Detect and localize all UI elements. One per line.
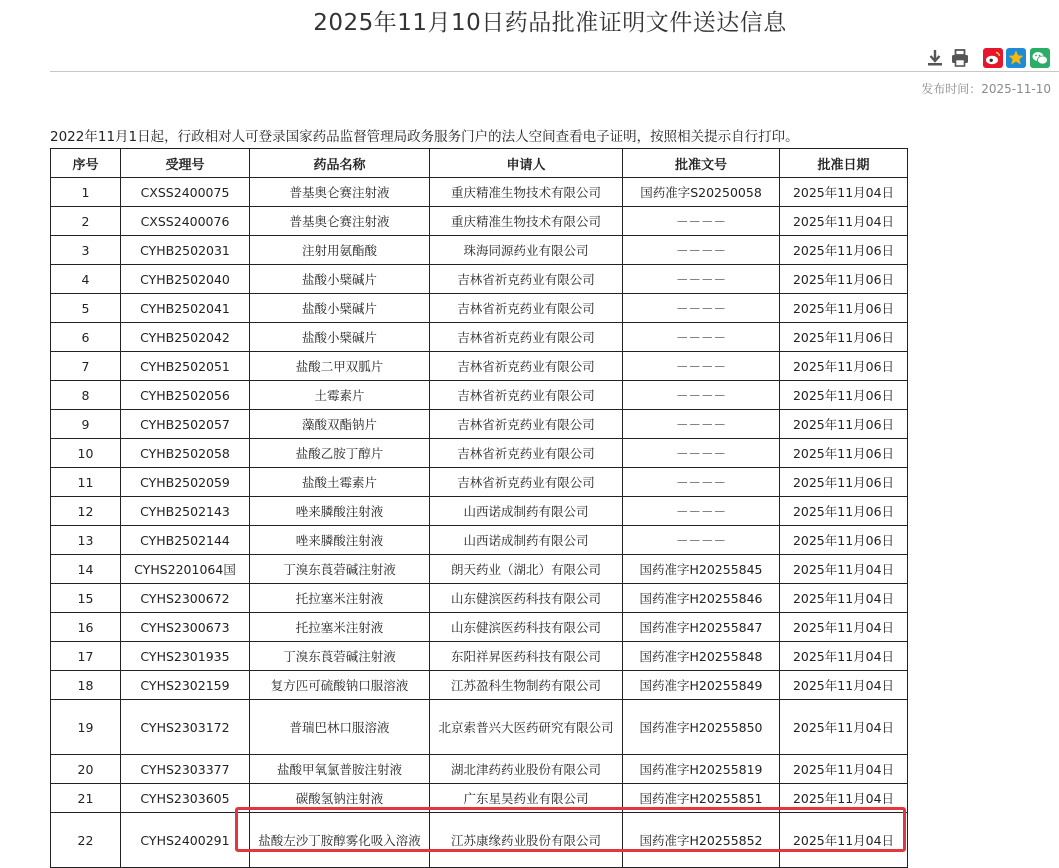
table-row — [51, 497, 908, 526]
qzone-share-icon[interactable] — [1006, 48, 1026, 68]
cell-approval-no: 国药准字H20255846 — [623, 584, 780, 613]
cell-approval-date: 2025年11月04日 — [780, 584, 908, 613]
cell-acceptance-no: CYHS2301935 — [121, 642, 250, 671]
cell-applicant: 吉林省祈克药业有限公司 — [430, 439, 623, 468]
table-row — [51, 526, 908, 555]
table-row — [51, 555, 908, 584]
cell-acceptance-no: CYHB2502042 — [121, 323, 250, 352]
cell-index: 7 — [51, 352, 121, 381]
cell-applicant: 山西诺成制药有限公司 — [430, 526, 623, 555]
table-row — [51, 410, 908, 439]
cell-acceptance-no: CXSS2400076 — [121, 207, 250, 236]
cell-applicant: 吉林省祈克药业有限公司 — [430, 265, 623, 294]
cell-acceptance-no: CYHB2502058 — [121, 439, 250, 468]
cell-approval-no: 国药准字H20255849 — [623, 671, 780, 700]
cell-applicant: 吉林省祈克药业有限公司 — [430, 468, 623, 497]
header-index: 序号 — [51, 149, 121, 178]
cell-approval-date: 2025年11月04日 — [780, 207, 908, 236]
cell-drug-name: 盐酸乙胺丁醇片 — [250, 439, 430, 468]
cell-applicant: 山西诺成制药有限公司 — [430, 497, 623, 526]
cell-index: 18 — [51, 671, 121, 700]
table-row — [51, 265, 908, 294]
cell-applicant: 山东健滨医药科技有限公司 — [430, 613, 623, 642]
publish-time — [921, 80, 1051, 97]
cell-acceptance-no: CYHB2502051 — [121, 352, 250, 381]
cell-index: 15 — [51, 584, 121, 613]
cell-drug-name: 丁溴东莨菪碱注射液 — [250, 555, 430, 584]
cell-approval-date: 2025年11月06日 — [780, 265, 908, 294]
cell-drug-name: 丁溴东莨菪碱注射液 — [250, 642, 430, 671]
cell-approval-no: 国药准字H20255847 — [623, 613, 780, 642]
cell-approval-no: －－－－ — [623, 323, 780, 352]
cell-approval-date: 2025年11月06日 — [780, 381, 908, 410]
cell-index: 9 — [51, 410, 121, 439]
cell-approval-no: －－－－ — [623, 294, 780, 323]
cell-index: 6 — [51, 323, 121, 352]
table-row — [51, 323, 908, 352]
notice-text: 2022年11月1日起，行政相对人可登录国家药品监督管理局政务服务门户的法人空间查看电子证明，按照相关提示自行打印。 — [50, 129, 799, 145]
cell-applicant: 珠海同源药业有限公司 — [430, 236, 623, 265]
cell-acceptance-no: CYHS2300672 — [121, 584, 250, 613]
cell-acceptance-no: CYHB2502143 — [121, 497, 250, 526]
cell-index: 21 — [51, 784, 121, 813]
cell-index: 17 — [51, 642, 121, 671]
header-acceptance-no: 受理号 — [121, 149, 250, 178]
cell-index: 4 — [51, 265, 121, 294]
table-row — [51, 813, 908, 868]
cell-index: 5 — [51, 294, 121, 323]
page-title: 2025年11月10日药品批准证明文件送达信息 — [313, 10, 787, 36]
cell-approval-no: －－－－ — [623, 352, 780, 381]
cell-applicant: 吉林省祈克药业有限公司 — [430, 381, 623, 410]
cell-acceptance-no: CYHB2502144 — [121, 526, 250, 555]
cell-approval-date: 2025年11月06日 — [780, 236, 908, 265]
cell-approval-date: 2025年11月06日 — [780, 497, 908, 526]
cell-index: 20 — [51, 755, 121, 784]
cell-acceptance-no: CYHS2302159 — [121, 671, 250, 700]
cell-index: 8 — [51, 381, 121, 410]
cell-drug-name: 盐酸小檗碱片 — [250, 294, 430, 323]
cell-approval-date: 2025年11月04日 — [780, 178, 908, 207]
table-header-row — [51, 149, 908, 178]
download-icon[interactable] — [925, 48, 945, 68]
cell-applicant: 朗天药业（湖北）有限公司 — [430, 555, 623, 584]
cell-applicant: 重庆精准生物技术有限公司 — [430, 178, 623, 207]
cell-index: 22 — [51, 813, 121, 868]
cell-index: 19 — [51, 700, 121, 755]
cell-drug-name: 土霉素片 — [250, 381, 430, 410]
cell-index: 3 — [51, 236, 121, 265]
cell-approval-no: 国药准字H20255850 — [623, 700, 780, 755]
cell-drug-name: 托拉塞米注射液 — [250, 613, 430, 642]
cell-index: 12 — [51, 497, 121, 526]
table-row — [51, 671, 908, 700]
cell-acceptance-no: CYHB2502057 — [121, 410, 250, 439]
table-body — [51, 178, 908, 868]
cell-approval-date: 2025年11月06日 — [780, 439, 908, 468]
table-row — [51, 294, 908, 323]
cell-approval-date: 2025年11月04日 — [780, 700, 908, 755]
wechat-share-icon[interactable] — [1030, 48, 1050, 68]
cell-approval-no: －－－－ — [623, 526, 780, 555]
cell-approval-no: －－－－ — [623, 381, 780, 410]
publish-time-value: 2025-11-10 — [981, 82, 1051, 96]
cell-index: 2 — [51, 207, 121, 236]
header-drug-name: 药品名称 — [250, 149, 430, 178]
print-icon[interactable] — [950, 48, 970, 68]
table-row — [51, 352, 908, 381]
cell-approval-date: 2025年11月06日 — [780, 468, 908, 497]
cell-acceptance-no: CYHB2502040 — [121, 265, 250, 294]
cell-approval-no: 国药准字H20255845 — [623, 555, 780, 584]
cell-applicant: 东阳祥昇医药科技有限公司 — [430, 642, 623, 671]
cell-drug-name: 普基奥仑赛注射液 — [250, 178, 430, 207]
cell-approval-date: 2025年11月06日 — [780, 294, 908, 323]
cell-acceptance-no: CYHS2400291 — [121, 813, 250, 868]
cell-acceptance-no: CYHS2300673 — [121, 613, 250, 642]
cell-approval-no: －－－－ — [623, 207, 780, 236]
cell-applicant: 广东星昊药业有限公司 — [430, 784, 623, 813]
header-applicant: 申请人 — [430, 149, 623, 178]
cell-applicant: 北京索普兴大医药研究有限公司 — [430, 700, 623, 755]
cell-drug-name: 盐酸左沙丁胺醇雾化吸入溶液 — [250, 813, 430, 868]
table-row — [51, 584, 908, 613]
cell-approval-date: 2025年11月04日 — [780, 813, 908, 868]
table-row — [51, 207, 908, 236]
cell-drug-name: 盐酸小檗碱片 — [250, 323, 430, 352]
cell-applicant: 江苏康缘药业股份有限公司 — [430, 813, 623, 868]
table-row — [51, 642, 908, 671]
cell-drug-name: 碳酸氢钠注射液 — [250, 784, 430, 813]
title-divider — [50, 71, 1059, 72]
cell-applicant: 吉林省祈克药业有限公司 — [430, 352, 623, 381]
cell-index: 13 — [51, 526, 121, 555]
cell-approval-no: 国药准字H20255848 — [623, 642, 780, 671]
table-row — [51, 755, 908, 784]
table-row — [51, 236, 908, 265]
cell-acceptance-no: CYHB2502059 — [121, 468, 250, 497]
cell-drug-name: 盐酸土霉素片 — [250, 468, 430, 497]
cell-acceptance-no: CYHS2303377 — [121, 755, 250, 784]
cell-approval-date: 2025年11月04日 — [780, 671, 908, 700]
cell-approval-no: －－－－ — [623, 265, 780, 294]
cell-applicant: 湖北津药药业股份有限公司 — [430, 755, 623, 784]
cell-drug-name: 盐酸二甲双胍片 — [250, 352, 430, 381]
cell-approval-date: 2025年11月04日 — [780, 784, 908, 813]
cell-acceptance-no: CYHB2502056 — [121, 381, 250, 410]
table-row — [51, 700, 908, 755]
cell-approval-no: －－－－ — [623, 236, 780, 265]
approval-table — [50, 148, 908, 868]
cell-applicant: 吉林省祈克药业有限公司 — [430, 323, 623, 352]
cell-approval-date: 2025年11月06日 — [780, 323, 908, 352]
cell-acceptance-no: CYHB2502031 — [121, 236, 250, 265]
cell-acceptance-no: CYHS2303172 — [121, 700, 250, 755]
table-row — [51, 178, 908, 207]
publish-time-label: 发布时间： — [921, 82, 982, 96]
cell-approval-date: 2025年11月04日 — [780, 555, 908, 584]
cell-applicant: 江苏盈科生物制药有限公司 — [430, 671, 623, 700]
cell-approval-no: 国药准字S20250058 — [623, 178, 780, 207]
cell-drug-name: 注射用氨酯酸 — [250, 236, 430, 265]
cell-approval-no: －－－－ — [623, 468, 780, 497]
cell-approval-date: 2025年11月06日 — [780, 526, 908, 555]
cell-applicant: 重庆精准生物技术有限公司 — [430, 207, 623, 236]
cell-applicant: 吉林省祈克药业有限公司 — [430, 410, 623, 439]
cell-index: 14 — [51, 555, 121, 584]
table-row — [51, 381, 908, 410]
cell-approval-no: 国药准字H20255852 — [623, 813, 780, 868]
cell-approval-date: 2025年11月04日 — [780, 755, 908, 784]
cell-approval-date: 2025年11月06日 — [780, 410, 908, 439]
cell-drug-name: 托拉塞米注射液 — [250, 584, 430, 613]
table-row — [51, 784, 908, 813]
cell-drug-name: 复方匹可硫酸钠口服溶液 — [250, 671, 430, 700]
cell-acceptance-no: CYHS2303605 — [121, 784, 250, 813]
cell-drug-name: 唑来膦酸注射液 — [250, 526, 430, 555]
cell-drug-name: 盐酸甲氧氯普胺注射液 — [250, 755, 430, 784]
cell-applicant: 山东健滨医药科技有限公司 — [430, 584, 623, 613]
cell-index: 1 — [51, 178, 121, 207]
cell-index: 16 — [51, 613, 121, 642]
header-approval-no: 批准文号 — [623, 149, 780, 178]
weibo-share-icon[interactable] — [983, 48, 1003, 68]
cell-drug-name: 普瑞巴林口服溶液 — [250, 700, 430, 755]
cell-acceptance-no: CXSS2400075 — [121, 178, 250, 207]
cell-approval-date: 2025年11月04日 — [780, 613, 908, 642]
cell-approval-no: 国药准字H20255851 — [623, 784, 780, 813]
cell-approval-date: 2025年11月04日 — [780, 642, 908, 671]
table-row — [51, 439, 908, 468]
cell-approval-no: －－－－ — [623, 410, 780, 439]
cell-drug-name: 唑来膦酸注射液 — [250, 497, 430, 526]
cell-index: 10 — [51, 439, 121, 468]
cell-approval-no: 国药准字H20255819 — [623, 755, 780, 784]
cell-drug-name: 普基奥仑赛注射液 — [250, 207, 430, 236]
cell-drug-name: 盐酸小檗碱片 — [250, 265, 430, 294]
cell-acceptance-no: CYHB2502041 — [121, 294, 250, 323]
cell-approval-no: －－－－ — [623, 439, 780, 468]
header-approval-date: 批准日期 — [780, 149, 908, 178]
cell-approval-date: 2025年11月06日 — [780, 352, 908, 381]
table-row — [51, 468, 908, 497]
cell-applicant: 吉林省祈克药业有限公司 — [430, 294, 623, 323]
cell-acceptance-no: CYHS2201064国 — [121, 555, 250, 584]
cell-index: 11 — [51, 468, 121, 497]
cell-drug-name: 藻酸双酯钠片 — [250, 410, 430, 439]
cell-approval-no: －－－－ — [623, 497, 780, 526]
table-row — [51, 613, 908, 642]
